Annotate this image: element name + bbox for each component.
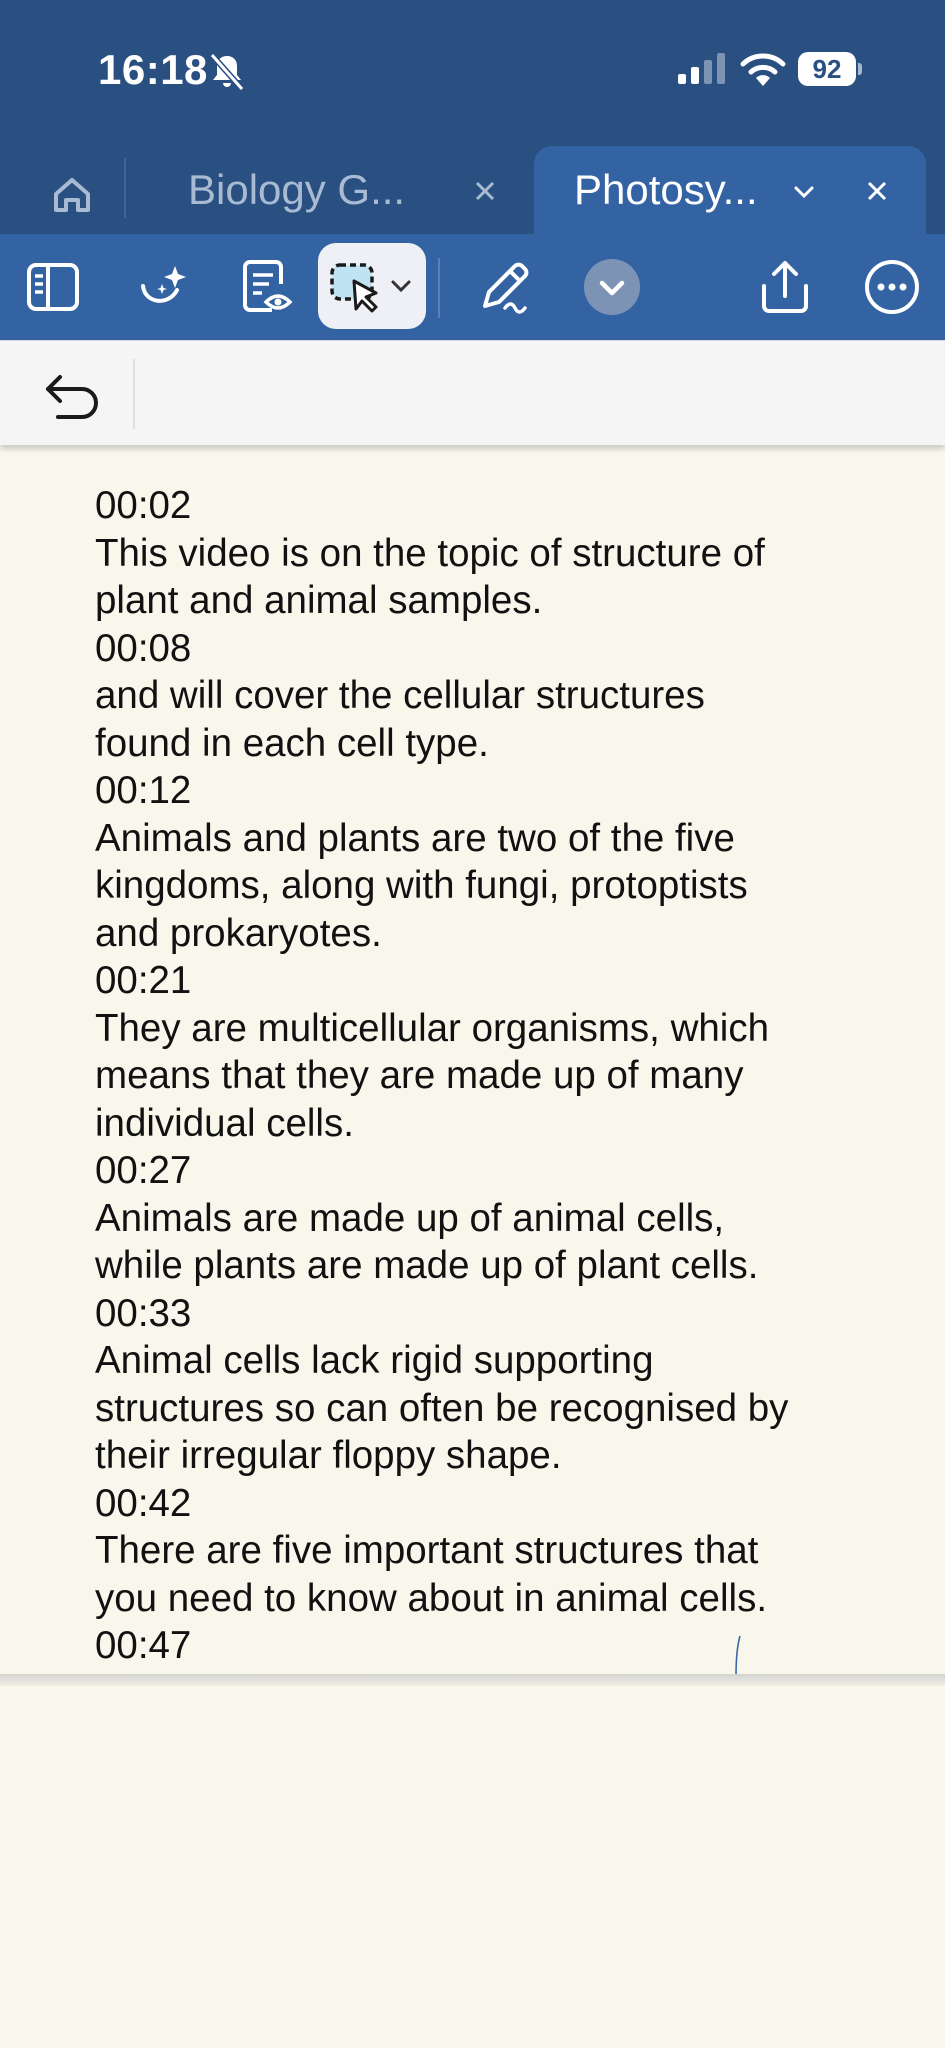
transcript-line: Animals and plants are two of the five	[95, 816, 735, 860]
transcript-line: Animal cells lack rigid supporting	[95, 1339, 654, 1382]
tab-photosynthesis-label: Photosy...	[574, 166, 758, 213]
close-icon[interactable]	[860, 174, 894, 208]
ink-stroke	[730, 1634, 744, 1678]
ink-toolbar	[0, 340, 945, 445]
transcript-line: found in each cell type.	[95, 721, 489, 765]
close-icon[interactable]	[468, 174, 502, 208]
timestamp: 00:27	[95, 1149, 192, 1192]
reading-view-icon	[26, 262, 80, 312]
tab-home[interactable]	[20, 148, 124, 234]
wifi-icon	[740, 52, 786, 88]
more-tools-chevron-icon	[583, 258, 641, 316]
pen-icon	[475, 258, 533, 316]
transcript-line: individual cells.	[95, 1101, 354, 1145]
tab-biology-label: Biology G...	[188, 166, 406, 213]
transcript-line: their irregular floppy shape.	[95, 1434, 562, 1477]
more-tools-button[interactable]	[570, 234, 654, 340]
home-icon	[20, 148, 124, 234]
chevron-down-icon	[388, 273, 414, 299]
battery-icon	[798, 52, 862, 86]
undo-icon[interactable]	[38, 371, 106, 421]
bell-slash-icon	[208, 52, 246, 92]
transcript-line: plant and animal samples.	[95, 579, 543, 622]
transcript-line: means that they are made up of many	[95, 1054, 744, 1097]
document-view-icon	[240, 258, 294, 316]
transcript-line: They are multicellular organisms, which	[95, 1006, 769, 1050]
share-button[interactable]	[746, 234, 824, 340]
chevron-down-icon[interactable]	[788, 176, 820, 208]
status-time: 16:18	[98, 46, 208, 93]
transcript-line: you need to know about in animal cells.	[95, 1576, 768, 1620]
transcript-line: Animals are made up of animal cells,	[95, 1196, 725, 1240]
timestamp: 00:12	[95, 769, 192, 812]
transcript-line: structures so can often be recognised by	[95, 1386, 789, 1430]
timestamp: 00:02	[95, 484, 192, 527]
battery-level: 92	[798, 52, 856, 86]
lasso-select-button[interactable]	[318, 243, 426, 329]
transcript-line: while plants are made up of plant cells.	[95, 1244, 759, 1287]
document-view-button[interactable]	[228, 234, 306, 340]
transcript-line: There are five important structures that	[95, 1529, 759, 1572]
timestamp: 00:47	[95, 1624, 192, 1667]
more-options-icon	[863, 258, 921, 316]
document-body	[95, 482, 915, 1670]
tab-biology[interactable]	[126, 148, 524, 234]
page-edge	[0, 1674, 945, 1686]
timestamp: 00:33	[95, 1291, 192, 1335]
reading-view-button[interactable]	[14, 234, 92, 340]
ribbon-toolbar	[0, 234, 945, 340]
lasso-select-icon	[328, 259, 384, 315]
share-icon	[758, 258, 812, 316]
tab-photosynthesis[interactable]	[534, 146, 926, 238]
timestamp: 00:21	[95, 959, 192, 1002]
transcript-line: and prokaryotes.	[95, 911, 382, 955]
document-canvas[interactable]	[0, 452, 945, 1674]
timestamp: 00:42	[95, 1481, 192, 1525]
more-options-button[interactable]	[852, 234, 932, 340]
copilot-icon	[135, 260, 191, 314]
transcript-line: and will cover the cellular structures	[95, 674, 705, 717]
pen-button[interactable]	[464, 234, 544, 340]
app-header	[0, 0, 945, 234]
copilot-button[interactable]	[124, 234, 202, 340]
signal-icon	[676, 52, 726, 86]
transcript-line: kingdoms, along with fungi, protoptists	[95, 864, 748, 907]
timestamp: 00:08	[95, 626, 192, 670]
transcript-line: This video is on the topic of structure of	[95, 531, 765, 575]
